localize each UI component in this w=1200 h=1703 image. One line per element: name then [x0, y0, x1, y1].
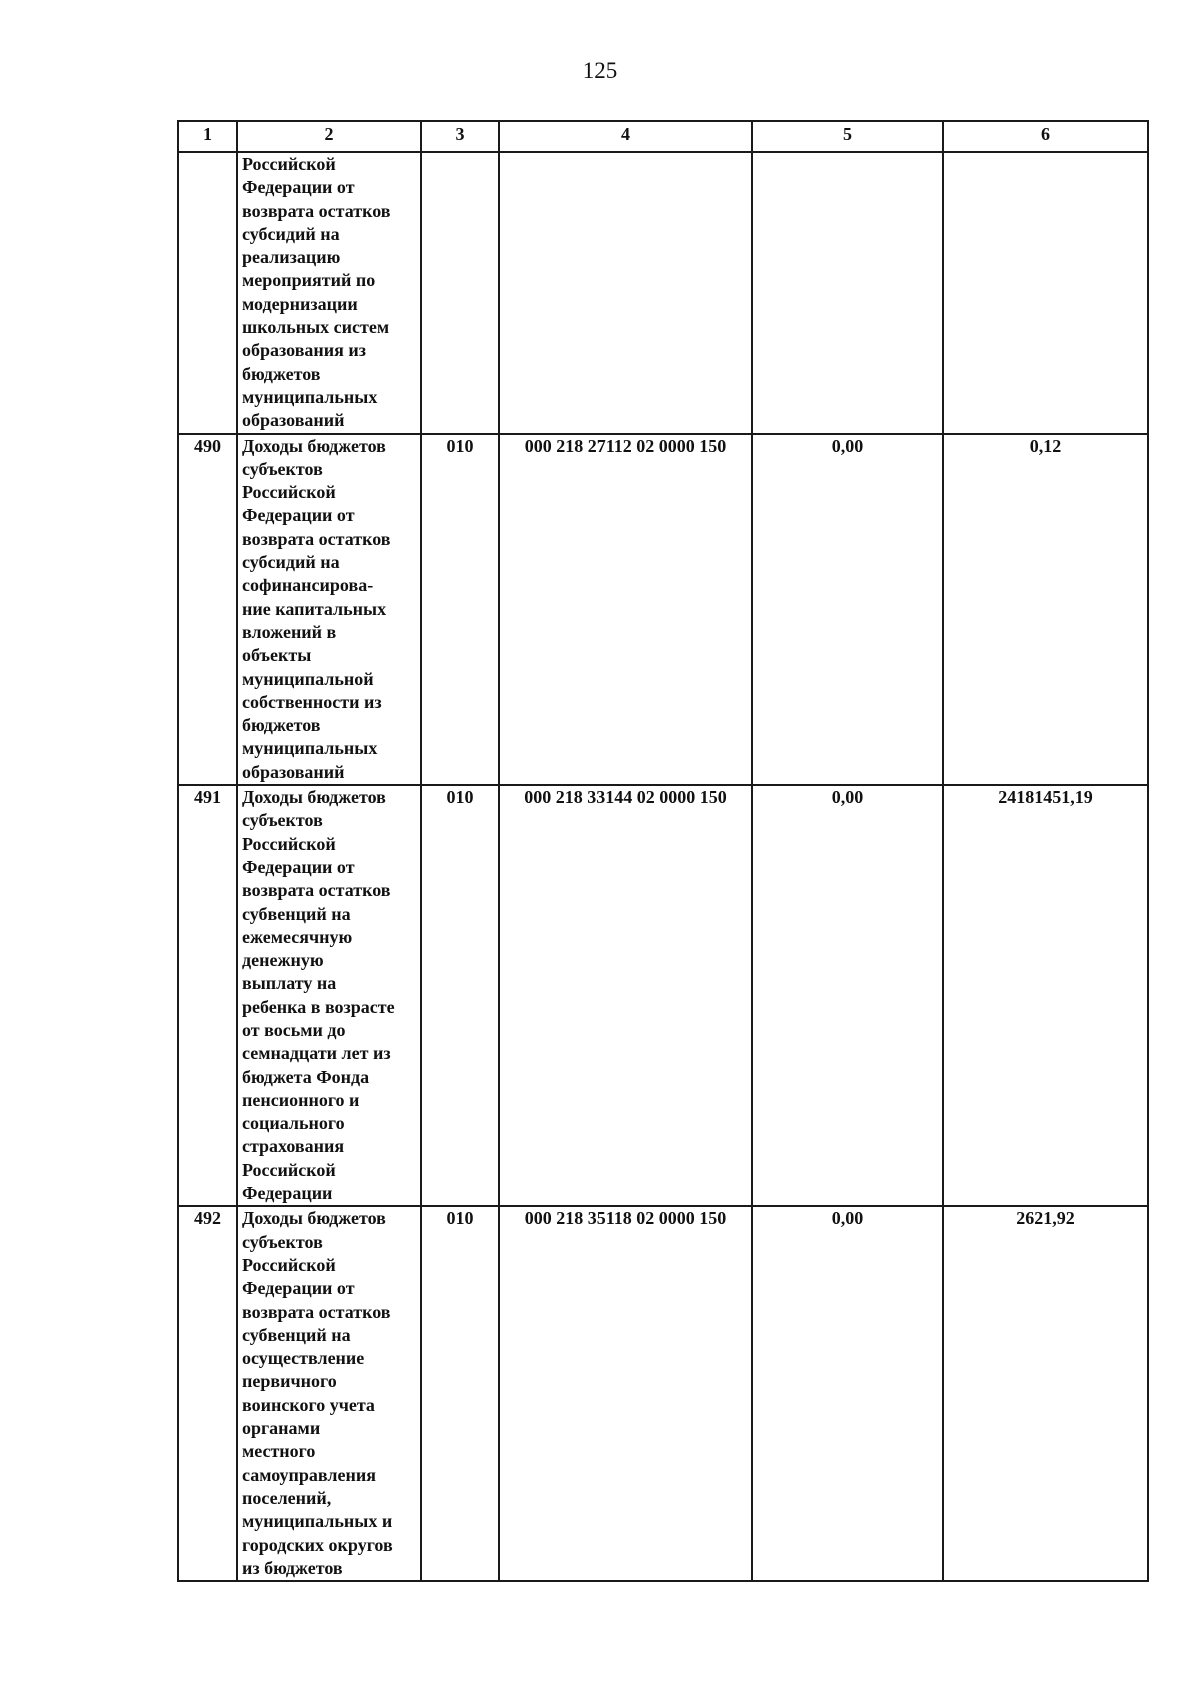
budget-revenue-table	[177, 120, 1149, 1582]
description-line: страхования	[242, 1136, 345, 1157]
description-line: муниципальной	[242, 668, 374, 689]
column-header: 6	[943, 121, 1148, 152]
description-cell	[237, 434, 421, 785]
column-header: 4	[499, 121, 752, 152]
description-line: Федерации от	[242, 505, 355, 526]
budget-classification-code-cell	[499, 152, 752, 434]
description-line: образования из	[242, 340, 366, 361]
column-6-value-cell: 24181451,19	[943, 785, 1148, 1206]
column-5-value-cell: 0,00	[752, 785, 943, 1206]
column-header: 3	[421, 121, 499, 152]
description-line: первичного	[242, 1371, 337, 1392]
description-line: Доходы бюджетов	[242, 435, 386, 456]
description-line: бюджетов	[242, 363, 321, 384]
description-line: поселений,	[242, 1487, 332, 1508]
row-number-cell: 490	[178, 434, 237, 785]
description-line: воинского учета	[242, 1394, 375, 1415]
description-line: мероприятий по	[242, 270, 376, 291]
description-line: муниципальных и	[242, 1511, 393, 1532]
description-line: субсидий на	[242, 552, 340, 573]
description-line: субвенций на	[242, 1324, 351, 1345]
description-line: Российской	[242, 1254, 336, 1275]
description-line: субъектов	[242, 1231, 323, 1252]
description-line: бюджета Фонда	[242, 1066, 370, 1087]
budget-classification-code-cell: 000 218 27112 02 0000 150	[499, 434, 752, 785]
description-line: субсидий на	[242, 223, 340, 244]
description-line: Российской	[242, 833, 336, 854]
description-line: из бюджетов	[242, 1557, 343, 1578]
description-line: школьных систем	[242, 317, 390, 338]
admin-code-cell	[421, 152, 499, 434]
description-line: возврата остатков	[242, 1301, 391, 1322]
description-line: образований	[242, 761, 345, 782]
description-line: выплату на	[242, 973, 337, 994]
description-line: социального	[242, 1113, 345, 1134]
table-row	[178, 785, 1148, 1206]
description-line: муниципальных	[242, 738, 378, 759]
description-line: объекты	[242, 645, 312, 666]
description-line: Доходы бюджетов	[242, 787, 386, 808]
page-number: 125	[582, 58, 618, 83]
column-6-value-cell	[943, 152, 1148, 434]
description-line: Федерации от	[242, 856, 355, 877]
table-header-row	[178, 121, 1148, 152]
description-cell	[237, 785, 421, 1206]
column-header: 2	[237, 121, 421, 152]
description-line: от восьми до	[242, 1019, 346, 1040]
description-line: Российской	[242, 1159, 336, 1180]
description-cell	[237, 1206, 421, 1581]
description-line: городских округов	[242, 1534, 393, 1555]
description-line: ние капитальных	[242, 598, 387, 619]
description-line: Федерации от	[242, 177, 355, 198]
admin-code-cell: 010	[421, 1206, 499, 1581]
description-line: субъектов	[242, 810, 323, 831]
budget-classification-code-cell: 000 218 35118 02 0000 150	[499, 1206, 752, 1581]
column-5-value-cell	[752, 152, 943, 434]
description-line: бюджетов	[242, 715, 321, 736]
column-header: 5	[752, 121, 943, 152]
description-line: Российской	[242, 154, 336, 174]
row-number-cell: 492	[178, 1206, 237, 1581]
admin-code-cell: 010	[421, 434, 499, 785]
description-line: самоуправления	[242, 1464, 376, 1485]
description-line: Российской	[242, 482, 336, 503]
description-line: Доходы бюджетов	[242, 1208, 386, 1229]
description-line: возврата остатков	[242, 880, 391, 901]
description-line: ребенка в возрасте	[242, 996, 395, 1017]
description-line: ежемесячную	[242, 926, 353, 947]
column-6-value-cell: 2621,92	[943, 1206, 1148, 1581]
description-line: собственности из	[242, 691, 382, 712]
table-row	[178, 434, 1148, 785]
admin-code-cell: 010	[421, 785, 499, 1206]
column-6-value-cell: 0,12	[943, 434, 1148, 785]
description-line: денежную	[242, 950, 324, 971]
table-body	[178, 152, 1148, 1581]
description-line: реализацию	[242, 247, 341, 268]
table-row	[178, 152, 1148, 434]
budget-classification-code-cell: 000 218 33144 02 0000 150	[499, 785, 752, 1206]
description-line: Федерации	[242, 1183, 333, 1204]
description-line: модернизации	[242, 293, 358, 314]
description-line: осуществление	[242, 1348, 365, 1369]
description-line: органами	[242, 1418, 321, 1439]
description-line: субъектов	[242, 458, 323, 479]
description-line: софинансирова-	[242, 575, 374, 596]
description-line: субвенций на	[242, 903, 351, 924]
description-line: семнадцати лет из	[242, 1043, 391, 1064]
description-line: вложений в	[242, 621, 337, 642]
description-line: пенсионного и	[242, 1089, 360, 1110]
column-header: 1	[178, 121, 237, 152]
description-line: образований	[242, 410, 345, 431]
description-line: Федерации от	[242, 1278, 355, 1299]
description-line: возврата остатков	[242, 528, 391, 549]
table-row	[178, 1206, 1148, 1581]
description-line: возврата остатков	[242, 200, 391, 221]
column-5-value-cell: 0,00	[752, 1206, 943, 1581]
row-number-cell: 491	[178, 785, 237, 1206]
description-line: муниципальных	[242, 386, 378, 407]
description-cell	[237, 152, 421, 434]
row-number-cell	[178, 152, 237, 434]
column-5-value-cell: 0,00	[752, 434, 943, 785]
description-line: местного	[242, 1441, 316, 1462]
